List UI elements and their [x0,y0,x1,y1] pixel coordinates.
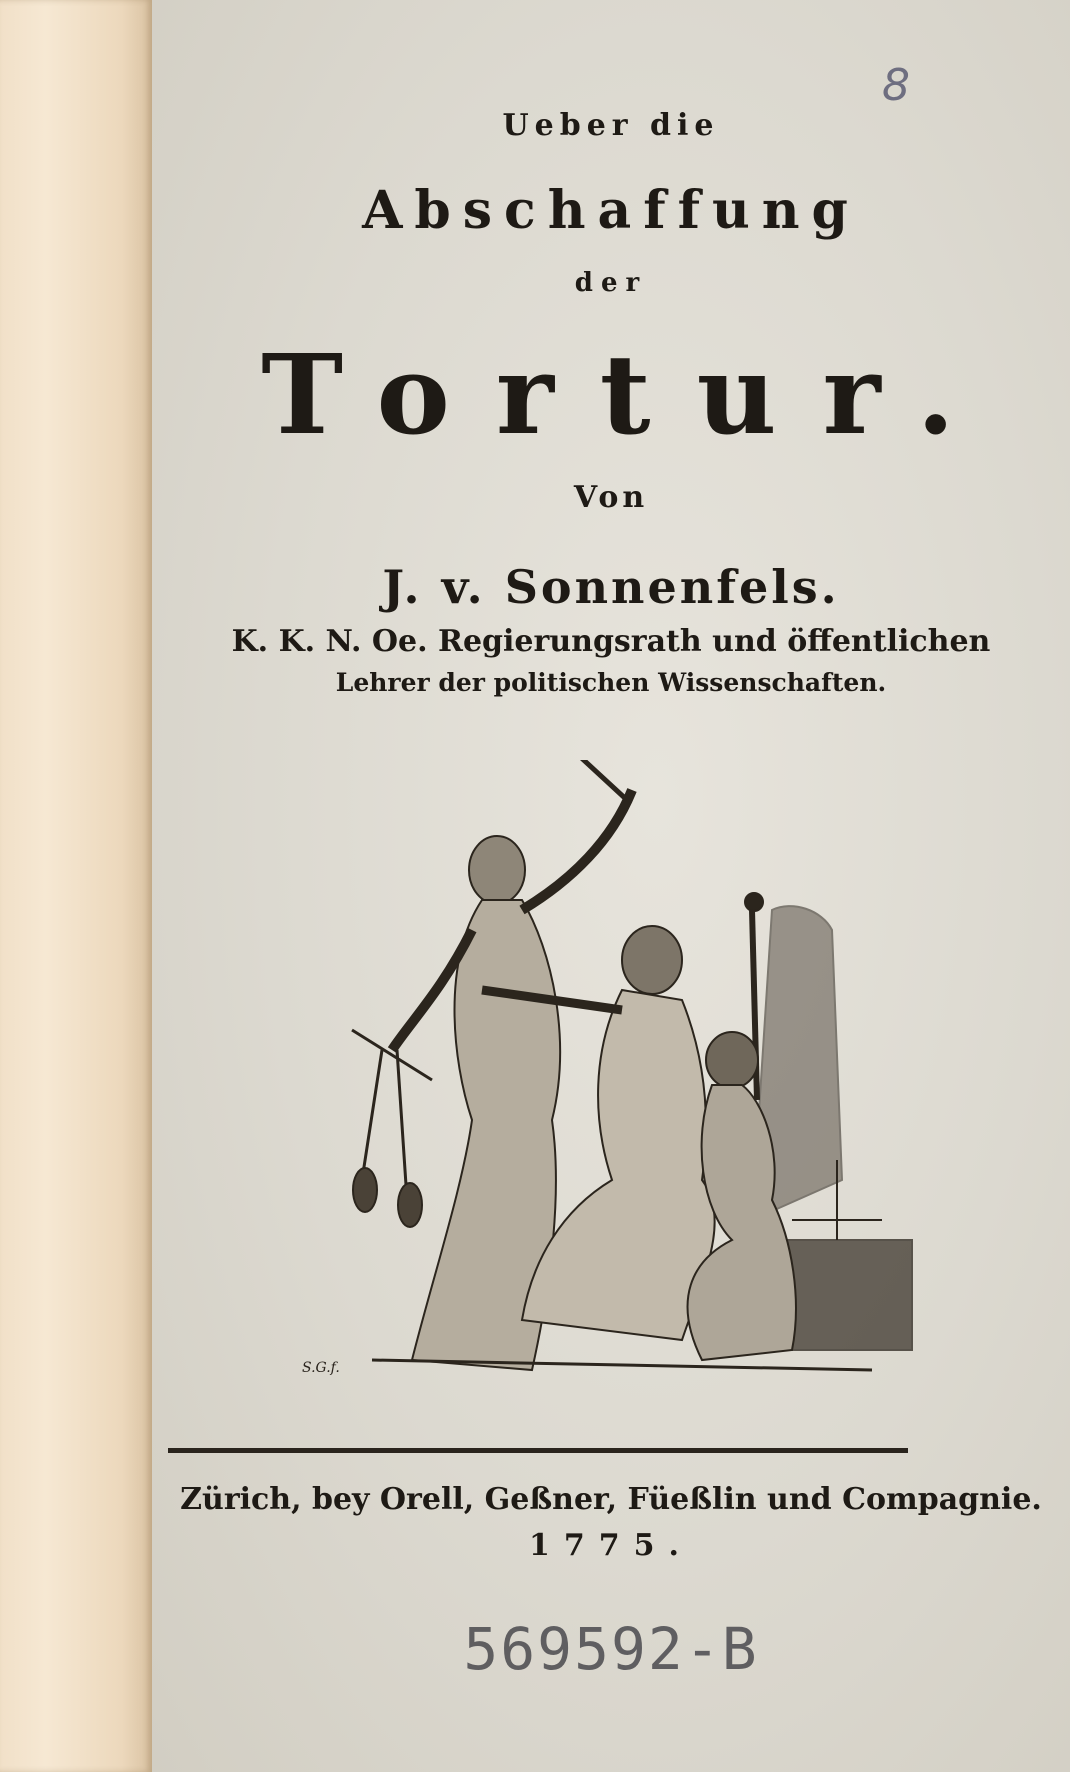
standing-figure-head [469,836,525,904]
publication-year: 1775. [529,1528,693,1563]
title-line-3: der [574,268,648,298]
title-line-1: Ueber die [502,108,720,143]
title-page [152,0,1070,1772]
author-name: J. v. Sonnenfels. [382,560,840,614]
title-line-2: Abschaffung [362,180,860,241]
imprint-divider [168,1448,908,1453]
library-shelfmark-stamp: 569592-B [463,1615,759,1683]
ground-line [372,1360,872,1370]
chain-weight-2 [398,1183,422,1227]
allegorical-engraving [232,760,952,1400]
engraver-signature: S.G.f. [302,1360,340,1376]
by-label: Von [573,480,649,515]
book-binding [0,0,152,1772]
title-main-word: Tortur. [261,330,1001,459]
child-head [706,1032,758,1088]
pencil-mark: 8 [882,60,910,111]
author-office-line-2: Lehrer der politischen Wissenschaften. [335,668,887,697]
seated-figure-head [622,926,682,994]
author-office-line-1: K. K. N. Oe. Regierungsrath und öffentlichen [231,624,991,659]
raised-arm [522,790,632,910]
chain-weight-1 [353,1168,377,1212]
torch [562,760,627,800]
publisher-imprint: Zürich, bey Orell, Geßner, Füeßlin und Compagnie. [180,1482,1042,1517]
